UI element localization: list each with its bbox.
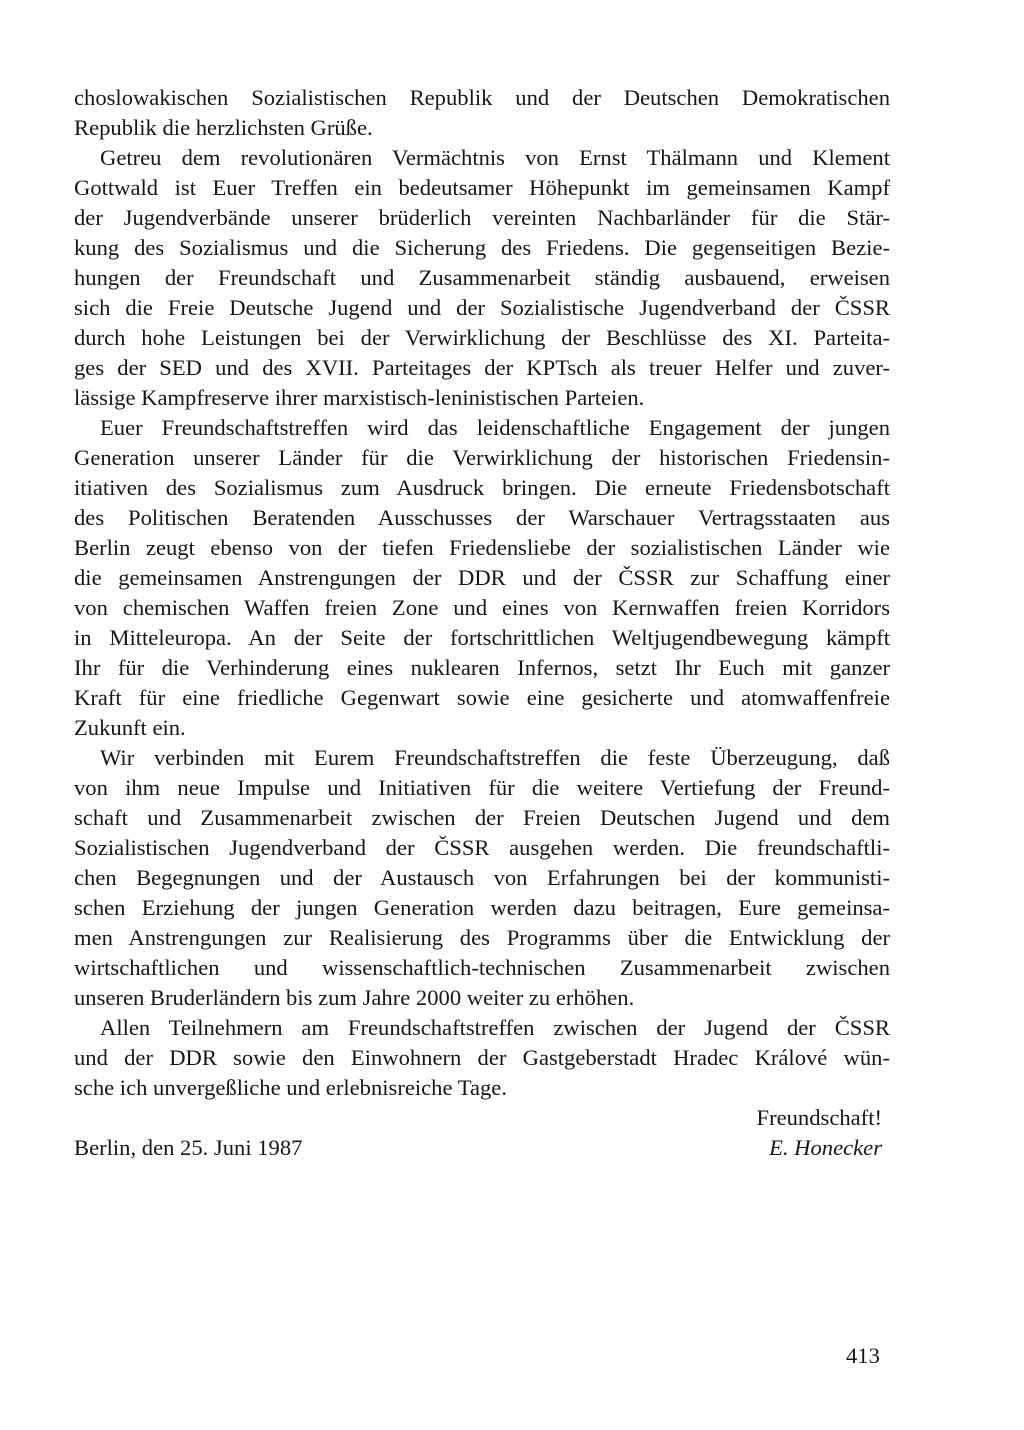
page-number: 413	[846, 1343, 880, 1368]
text-line: sich die Freie Deutsche Jugend und der Sozialistische Jugendverband der ČSSR	[74, 295, 890, 320]
text-line: Allen Teilnehmern am Freundschaftstreffen zwischen der Jugend der ČSSR	[100, 1015, 890, 1040]
text-line: hungen der Freundschaft und Zusammenarbeit ständig ausbauend, erweisen	[74, 265, 890, 290]
text-line: wirtschaftlichen und wissenschaftlich-technischen Zusammenarbeit zwischen	[74, 955, 890, 980]
text-line: unseren Bruderländern bis zum Jahre 2000 weiter zu erhöhen.	[74, 985, 635, 1010]
text-line: Gottwald ist Euer Treffen ein bedeutsamer Höhepunkt im gemeinsamen Kampf	[74, 175, 890, 200]
text-line: Zukunft ein.	[74, 715, 186, 740]
text-line: Kraft für eine friedliche Gegenwart sowie eine gesicherte und atomwaffenfreie	[74, 685, 890, 710]
text-line: die gemeinsamen Anstrengungen der DDR und der ČSSR zur Schaffung einer	[74, 565, 890, 590]
text-line: schaft und Zusammenarbeit zwischen der Freien Deutschen Jugend und dem	[74, 805, 890, 830]
text-line: lässige Kampfreserve ihrer marxistisch-leninistischen Parteien.	[74, 385, 645, 410]
text-line: der Jugendverbände unserer brüderlich vereinten Nachbarländer für die Stär-	[74, 205, 890, 230]
text-line: von ihm neue Impulse und Initiativen für die weitere Vertiefung der Freund-	[74, 775, 890, 800]
text-line: ges der SED und des XVII. Parteitages der KPTsch als treuer Helfer und zuver-	[74, 355, 890, 380]
text-line: und der DDR sowie den Einwohnern der Gastgeberstadt Hradec Králové wün-	[74, 1045, 890, 1070]
place-date: Berlin, den 25. Juni 1987	[74, 1135, 303, 1160]
text-line: des Politischen Beratenden Ausschusses der Warschauer Vertragsstaaten aus	[74, 505, 890, 530]
text-line: itiativen des Sozialismus zum Ausdruck bringen. Die erneute Friedensbotschaft	[74, 475, 890, 500]
text-line: Wir verbinden mit Eurem Freundschaftstreffen die feste Überzeugung, daß	[100, 745, 890, 770]
text-line: schen Erziehung der jungen Generation werden dazu beitragen, Eure gemeinsa-	[74, 895, 890, 920]
text-line: choslowakischen Sozialistischen Republik und der Deutschen Demokratischen	[74, 85, 890, 110]
text-line: Ihr für die Verhinderung eines nuklearen Infernos, setzt Ihr Euch mit ganzer	[74, 655, 890, 680]
text-line: chen Begegnungen und der Austausch von Erfahrungen bei der kommunisti-	[74, 865, 890, 890]
text-line: Getreu dem revolutionären Vermächtnis von Ernst Thälmann und Klement	[100, 145, 890, 170]
signature: E. Honecker	[769, 1135, 882, 1160]
text-line: in Mitteleuropa. An der Seite der fortschrittlichen Weltjugendbewegung kämpft	[74, 625, 890, 650]
text-line: sche ich unvergeßliche und erlebnisreiche Tage.	[74, 1075, 507, 1100]
text-line: Euer Freundschaftstreffen wird das leidenschaftliche Engagement der jungen	[100, 415, 890, 440]
text-line: Berlin zeugt ebenso von der tiefen Friedensliebe der sozialistischen Länder wie	[74, 535, 890, 560]
text-line: men Anstrengungen zur Realisierung des Programms über die Entwicklung der	[74, 925, 890, 950]
text-line: kung des Sozialismus und die Sicherung des Friedens. Die gegenseitigen Bezie-	[74, 235, 890, 260]
text-line: Generation unserer Länder für die Verwirklichung der historischen Friedensin-	[74, 445, 890, 470]
text-line: durch hohe Leistungen bei der Verwirklichung der Beschlüsse des XI. Parteita-	[74, 325, 890, 350]
text-line: von chemischen Waffen freien Zone und eines von Kernwaffen freien Korridors	[74, 595, 890, 620]
text-line: Republik die herzlichsten Grüße.	[74, 115, 373, 140]
text-line: Sozialistischen Jugendverband der ČSSR ausgehen werden. Die freundschaftli-	[74, 835, 890, 860]
closing-salutation: Freundschaft!	[756, 1105, 882, 1130]
